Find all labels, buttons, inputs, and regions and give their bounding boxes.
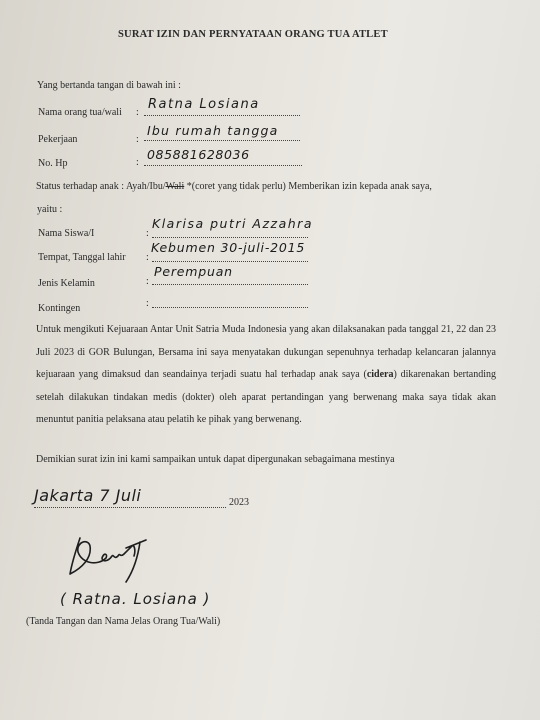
body-bold: cidera xyxy=(366,369,394,381)
yaitu-text: yaitu : xyxy=(37,204,63,215)
phone-value: 085881628036 xyxy=(147,147,250,162)
phone-label: No. Hp xyxy=(38,158,68,169)
signed-name: ( Ratna. Losiana ) xyxy=(60,590,211,608)
parent-name-label: Nama orang tua/wali xyxy=(38,107,122,118)
status-line xyxy=(36,181,432,192)
closing-text: Demikian surat izin ini kami sampaikan untuk dapat dipergunakan sebagaimana mestinya xyxy=(36,454,395,465)
gender-value: Perempuan xyxy=(154,264,233,279)
date-year: 2023 xyxy=(229,497,249,508)
signature-caption: (Tanda Tangan dan Nama Jelas Orang Tua/Wali) xyxy=(26,616,221,627)
body-part2: ) dikarenakan bertanding setelah dilakukan tindakan medis (dokter) oleh aparat pertandingan yang berwenang maka saya tidak akan menuntut panitia pelaksana atau pelatih ke pihak yang berwenang. xyxy=(36,369,496,426)
colon: : xyxy=(136,157,139,168)
student-name-label: Nama Siswa/I xyxy=(38,228,95,239)
gender-label: Jenis Kelamin xyxy=(38,278,95,289)
body-paragraph xyxy=(36,319,496,432)
colon: : xyxy=(146,298,149,309)
body-part1: Untuk mengikuti Kejuaraan Antar Unit Satria Muda Indonesia yang akan dilaksanakan pada tanggal 21, 22 dan 23 Juli 2023 di GOR Bulungan, Bersama ini saya menyatakan dukungan sepenuhnya terhadap kelancaran jalannya kejuaraan yang dimaksud dan seandainya terjadi suatu hal terhadap anak saya ( xyxy=(36,324,496,381)
contingent-label: Kontingen xyxy=(38,303,81,314)
status-suffix: *(coret yang tidak perlu) Memberikan izin kepada anak saya, xyxy=(184,181,432,192)
colon: : xyxy=(146,228,149,239)
status-prefix: Status terhadap anak : Ayah/Ibu/ xyxy=(36,181,166,192)
letter-title: SURAT IZIN DAN PERNYATAAN ORANG TUA ATLET xyxy=(118,29,388,40)
date-place-value: Jakarta 7 Juli xyxy=(34,486,142,505)
colon: : xyxy=(136,107,139,118)
student-name-value: Klarisa putri Azzahra xyxy=(152,216,313,231)
status-struck: Wali xyxy=(165,181,185,192)
birth-label: Tempat, Tanggal lahir xyxy=(38,252,126,263)
job-label: Pekerjaan xyxy=(38,134,78,145)
job-value: Ibu rumah tangga xyxy=(147,123,279,138)
parent-name-value: Ratna Losiana xyxy=(148,97,260,112)
contingent-field xyxy=(152,296,308,308)
colon: : xyxy=(146,252,149,263)
colon: : xyxy=(136,134,139,145)
intro-text: Yang bertanda tangan di bawah ini : xyxy=(37,80,181,91)
signature-scribble xyxy=(62,528,154,590)
colon: : xyxy=(146,276,149,287)
birth-value: Kebumen 30-juli-2015 xyxy=(151,240,306,255)
